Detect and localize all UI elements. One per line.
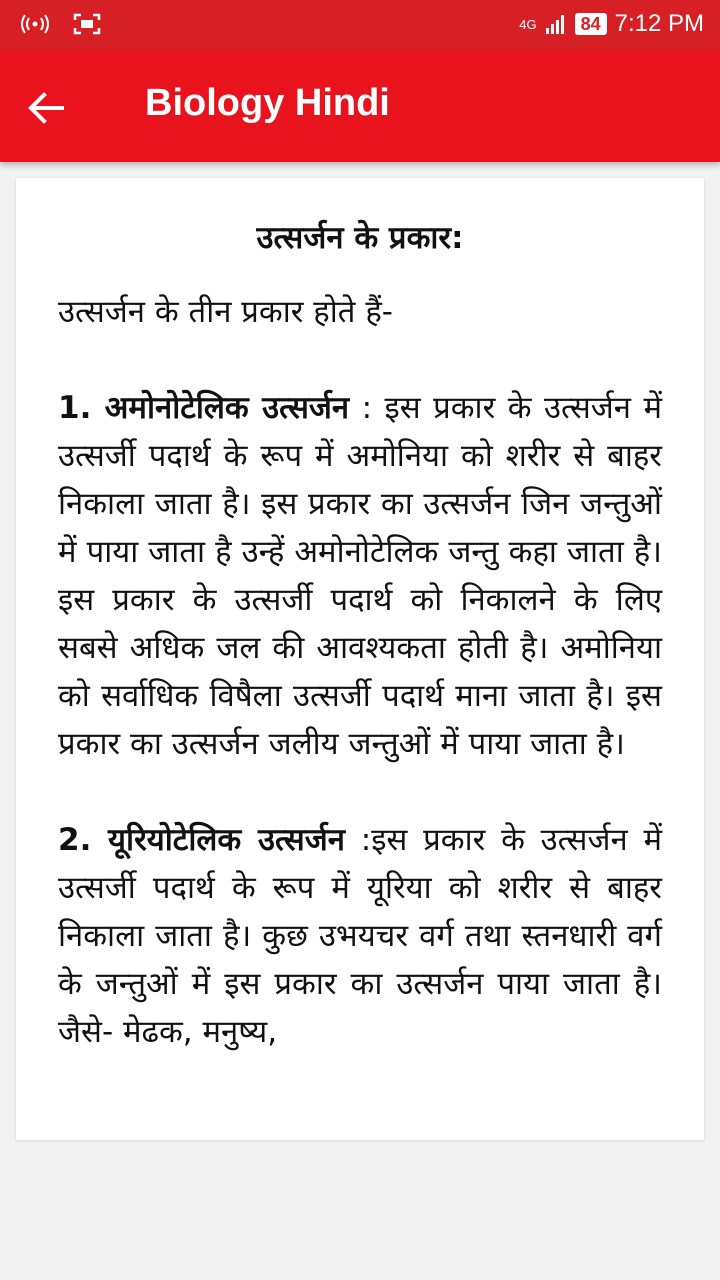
arrow-left-icon [26,88,66,128]
section-paragraph [58,816,662,1056]
article-card [16,178,704,1140]
section-term: 2. यूरियोटेलिक उत्सर्जन [58,822,345,858]
signal-icon [545,13,567,35]
article-content [58,214,662,1056]
battery-indicator: 84 [575,13,607,35]
section-term: 1. अमोनोटेलिक उत्सर्जन [58,390,350,426]
network-type: 4G [519,16,537,32]
section-paragraph [58,384,662,768]
section-text: :इस प्रकार के उत्सर्जन में उत्सर्जी पदार्थ के रूप में यूरिया को शरीर से बाहर निकाला जाता है। कुछ उभयचर वर्ग तथा स्तनधारी वर्ग के जन्तुओं में इस प्रकार का उत्सर्जन पाया जाता है। जैसे- मेढक, मनुष्य, [58,822,662,1050]
article-heading: उत्सर्जन के प्रकार: [256,220,464,256]
clock: 7:12 PM [614,10,704,37]
section-text: : इस प्रकार के उत्सर्जन में उत्सर्जी पदार्थ के रूप में अमोनिया को शरीर से बाहर निकाला जाता है। इस प्रकार का उत्सर्जन जिन जन्तुओं में पाया जाता है उन्हें अमोनोटेलिक जन्तु कहा जाता है। इस प्रकार के उत्सर्जी पदार्थ को निकालने के लिए सबसे अधिक जल की आवश्यकता होती है। अमोनिया को सर्वाधिक विषैला उत्सर्जी पदार्थ माना जाता है। इस प्रकार का उत्सर्जन जलीय जन्तुओं में पाया जाता है। [58,390,662,762]
app-bar [0,50,720,162]
intro-paragraph: उत्सर्जन के तीन प्रकार होते हैं- [58,294,393,330]
wireless-icon [20,12,50,36]
status-bar [0,0,720,50]
app-title: Biology Hindi [145,82,390,124]
back-button[interactable] [26,84,86,132]
screenshot-icon [72,12,102,36]
